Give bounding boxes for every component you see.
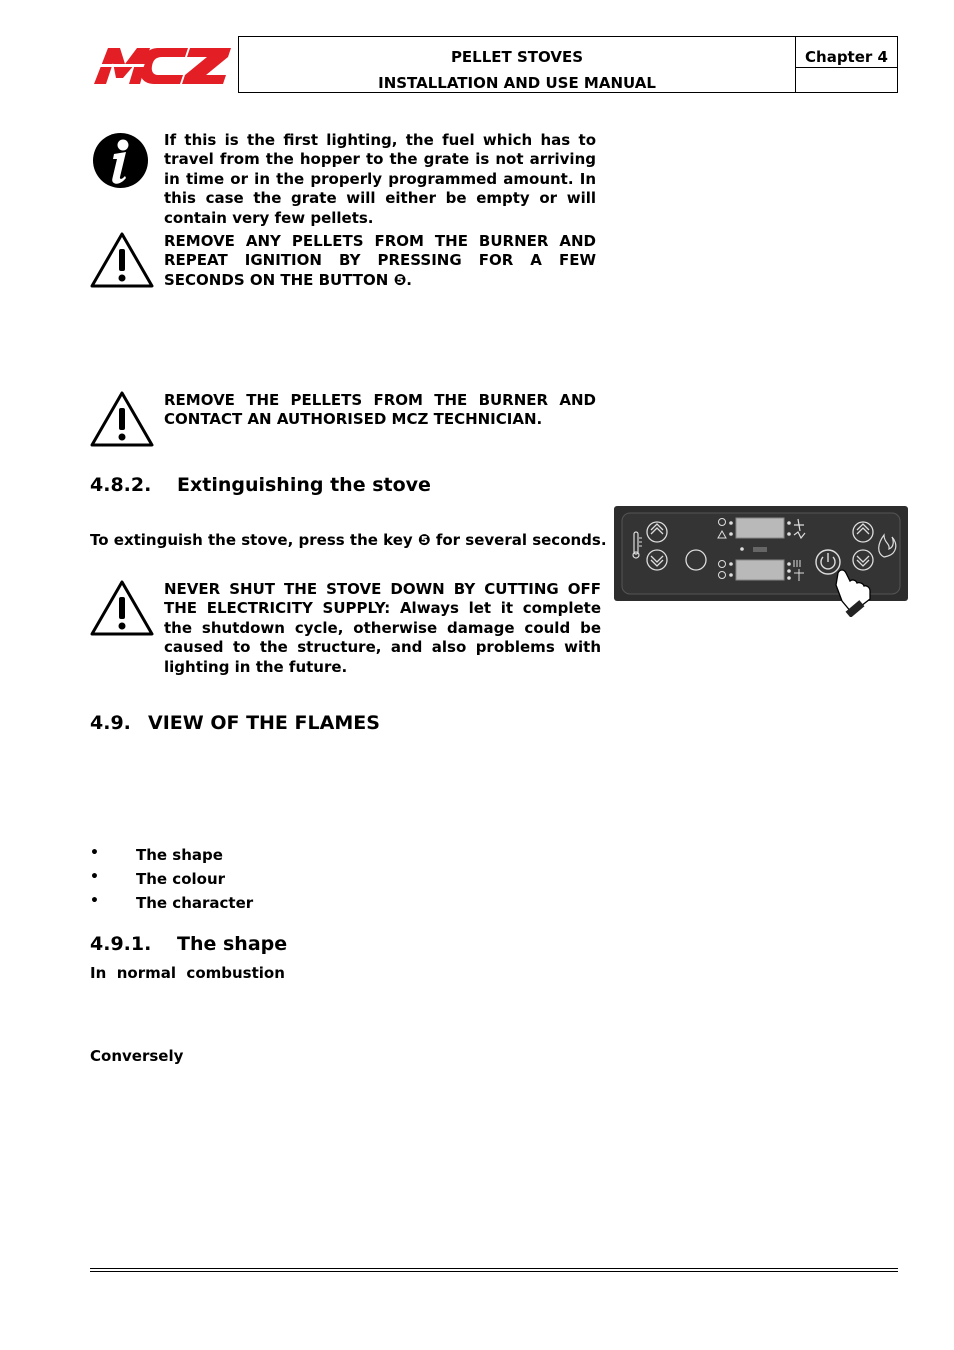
list-item-label: The character — [136, 894, 254, 912]
warning2-text: REMOVE THE PELLETS FROM THE BURNER AND CONTACT AN AUTHORISED MCZ TECHNICIAN. — [164, 391, 596, 429]
section-491-para2: Conversely — [90, 1047, 184, 1065]
warning-icon — [90, 390, 154, 447]
bullet-icon: • — [90, 845, 99, 861]
bullet-icon: • — [90, 869, 99, 885]
control-panel-illustration — [614, 505, 909, 617]
section-49-number: 4.9. — [90, 712, 131, 734]
section-491-para1: In normal combustion — [90, 964, 285, 982]
chapter-label: Chapter 4 — [805, 48, 888, 66]
info-note-text: If this is the first lighting, the fuel which has to travel from the hopper to the grate is not arriving in time or in the properly programmed amount. In this case the grate will either be empty or will contain very few pellets. — [164, 131, 596, 227]
chapter-divider — [796, 67, 897, 68]
list-item-label: The colour — [136, 870, 226, 888]
section-491-number: 4.9.1. — [90, 933, 152, 955]
mcz-logo-graphic — [92, 44, 233, 86]
section-482-instruction: To extinguish the stove, press the key ❺ for several seconds. — [90, 531, 607, 549]
mcz-logo — [92, 44, 233, 86]
header-title-box — [238, 36, 796, 93]
warning-icon — [90, 231, 154, 288]
footer-rule — [90, 1271, 898, 1272]
section-482-warning-text: NEVER SHUT THE STOVE DOWN BY CUTTING OFF THE ELECTRICITY SUPPLY: Always let it complete the shutdown cycle, otherwise damage could be caused to the structure, and also problems with lighting in the future. — [164, 580, 601, 676]
info-icon — [92, 132, 149, 189]
header-title-line2: INSTALLATION AND USE MANUAL — [378, 74, 656, 92]
list-item-label: The shape — [136, 846, 223, 864]
footer-rule — [90, 1268, 898, 1269]
section-482-number: 4.8.2. — [90, 474, 152, 496]
header-title-line1: PELLET STOVES — [450, 48, 584, 66]
section-482-title: Extinguishing the stove — [177, 474, 431, 496]
bullet-icon: • — [90, 893, 99, 909]
warning-icon — [90, 579, 154, 636]
warning1-text: REMOVE ANY PELLETS FROM THE BURNER AND REPEAT IGNITION BY PRESSING FOR A FEW SECONDS ON THE BUTTON ❺. — [164, 232, 596, 289]
section-49-title: VIEW OF THE FLAMES — [148, 712, 380, 734]
section-491-title: The shape — [177, 933, 288, 955]
header-chapter-box — [795, 36, 898, 93]
